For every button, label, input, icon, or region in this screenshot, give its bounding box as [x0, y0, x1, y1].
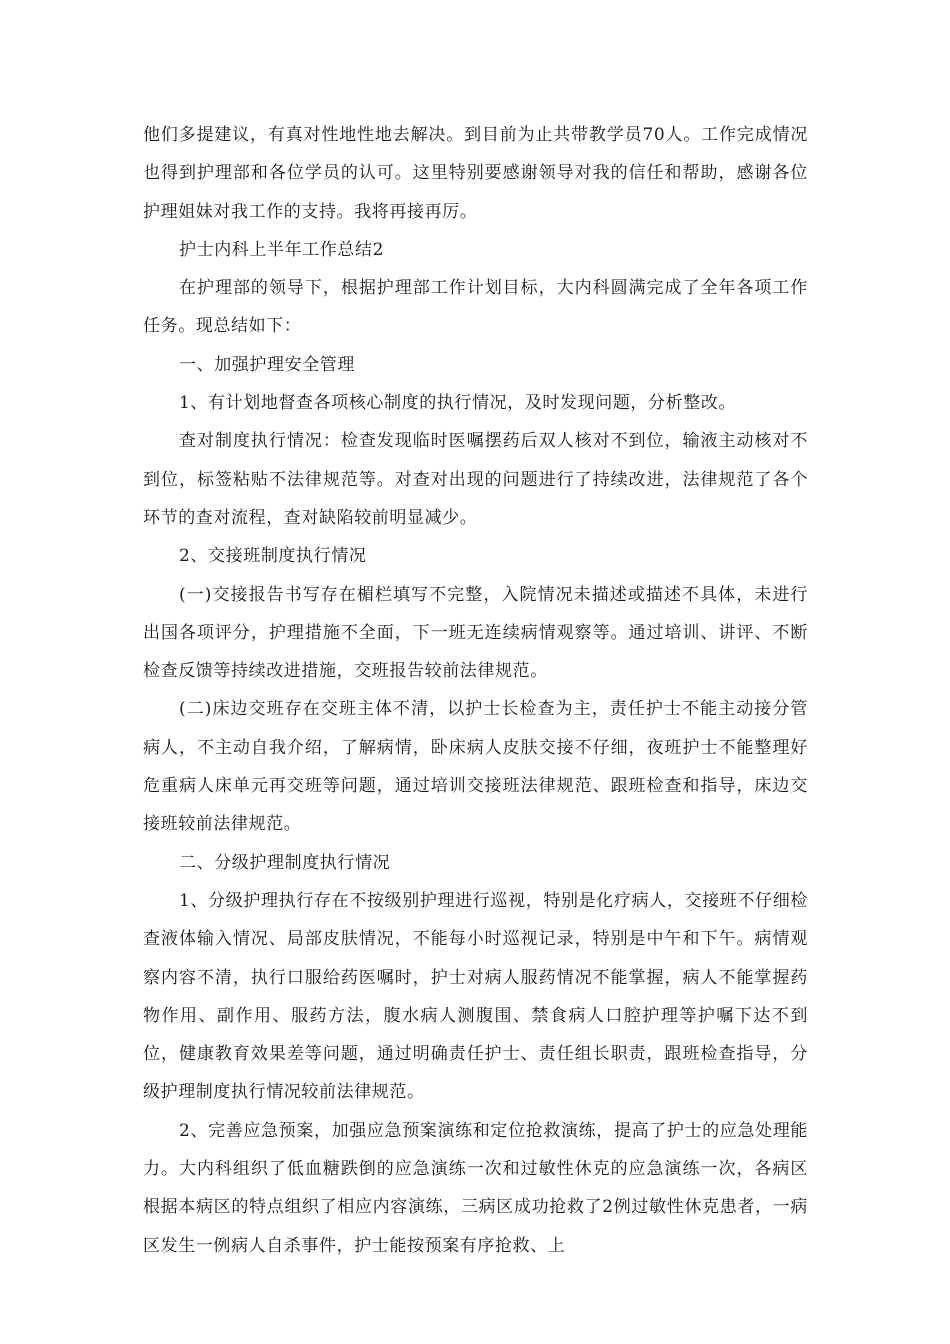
- paragraph-handover-report: (一)交接报告书写存在楣栏填写不完整，入院情况未描述或描述不具体，未进行出国各项评分，护理措施不全面，下一班无连续病情观察等。通过培训、讲评、不断检查反馈等持续改进措施，交班报告较前法律规范。: [143, 584, 808, 682]
- paragraph-core-system: 1、有计划地督查各项核心制度的执行情况，及时发现问题，分析整改。: [179, 393, 737, 414]
- paragraph-continuation: 他们多提建议，有真对性地性地去解决。到目前为止共带教学员70人。工作完成情况也得到护理部和各位学员的认可。这里特别要感谢领导对我的信任和帮助，感谢各位护理姐妹对我工作的支持。我将再接再厉。: [143, 125, 808, 222]
- paragraph-intro: 在护理部的领导下，根据护理部工作计划目标，大内科圆满完成了全年各项工作任务。现总结如下：: [143, 278, 808, 337]
- paragraph-graded-care: 1、分级护理执行存在不按级别护理进行巡视，特别是化疗病人，交接班不仔细检查液体输入情况、局部皮肤情况，不能每小时巡视记录，特别是中午和下午。病情观察内容不清，执行口服给药医嘱时，护士对病人服药情况不能掌握，病人不能掌握药物作用、副作用、服药方法，腹水病人测腹围、禁食病人口腔护理等护嘱下达不到位，健康教育效果差等问题，通过明确责任护士、责任组长职责，跟班检查指导，分级护理制度执行情况较前法律规范。: [143, 890, 808, 1103]
- heading-safety-management: 一、加强护理安全管理: [179, 354, 355, 375]
- paragraph-emergency-plan: 2、完善应急预案，加强应急预案演练和定位抢救演练，提高了护士的应急处理能力。大内科组织了低血糖跌倒的应急演练一次和过敏性休克的应急演练一次，各病区根据本病区的特点组织了相应内容演练，三病区成功抢救了2例过敏性休克患者，一病区发生一例病人自杀事件，护士能按预案有序抢救、上: [143, 1120, 808, 1256]
- paragraph-bedside-handover: (二)床边交班存在交班主体不清，以护士长检查为主，责任护士不能主动接分管病人，不主动自我介绍，了解病情，卧床病人皮肤交接不仔细，夜班护士不能整理好危重病人床单元再交班等问题，通过培训交接班法律规范、跟班检查和指导，床边交接班较前法律规范。: [143, 699, 808, 835]
- document-body: [143, 116, 808, 1265]
- section-title: 护士内科上半年工作总结2: [179, 239, 385, 260]
- paragraph-check-system: 查对制度执行情况：检查发现临时医嘱摆药后双人核对不到位，输液主动核对不到位，标签粘贴不法律规范等。对查对出现的问题进行了持续改进，法律规范了各个环节的查对流程，查对缺陷较前明显减少。: [143, 431, 808, 528]
- heading-handover: 2、交接班制度执行情况: [179, 546, 367, 567]
- heading-graded-care: 二、分级护理制度执行情况: [179, 852, 391, 873]
